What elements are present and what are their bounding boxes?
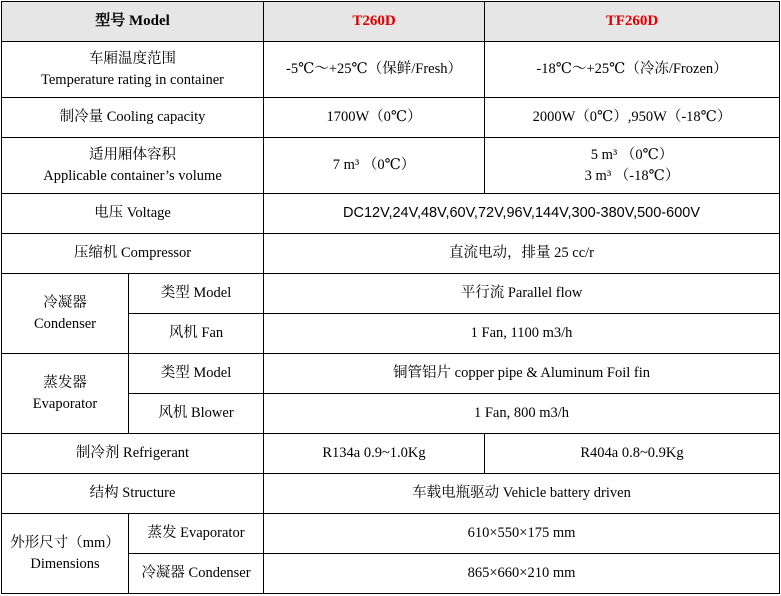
model-header-label: 型号 Model <box>2 2 264 42</box>
condenser-label-en: Condenser <box>33 315 96 332</box>
condenser-fan-value: 1 Fan, 1100 m3/h <box>264 314 780 354</box>
evaporator-label <box>2 354 129 434</box>
dimensions-label <box>2 514 129 594</box>
model-t260d: T260D <box>264 2 485 42</box>
spec-table <box>1 1 780 594</box>
evaporator-blower-label: 风机 Blower <box>129 394 264 434</box>
volume-tf260d-line2: 3 m³ （-18℃） <box>584 167 680 184</box>
evaporator-blower-value: 1 Fan, 800 m3/h <box>264 394 780 434</box>
dimensions-condenser-label: 冷凝器 Condenser <box>129 554 264 594</box>
temperature-label-cn: 车厢温度范围 <box>89 50 176 67</box>
structure-row <box>2 474 780 514</box>
volume-label-cn: 适用厢体容积 <box>89 146 176 163</box>
voltage-row <box>2 194 780 234</box>
volume-tf260d-line1: 5 m³ （0℃） <box>590 146 674 163</box>
temperature-t260d: -5℃～+25℃（保鲜/Fresh） <box>264 42 485 98</box>
condenser-fan-label: 风机 Fan <box>129 314 264 354</box>
temperature-label-en: Temperature rating in container <box>41 71 224 88</box>
structure-label: 结构 Structure <box>2 474 264 514</box>
dimensions-evaporator-row <box>2 514 780 554</box>
temperature-row <box>2 42 780 98</box>
volume-row <box>2 138 780 194</box>
condenser-type-row <box>2 274 780 314</box>
dimensions-label-cn: 外形尺寸（mm） <box>10 534 120 551</box>
cooling-label: 制冷量 Cooling capacity <box>2 98 264 138</box>
dimensions-evaporator-value: 610×550×175 mm <box>264 514 780 554</box>
cooling-row <box>2 98 780 138</box>
refrigerant-tf260d: R404a 0.8~0.9Kg <box>485 434 780 474</box>
cooling-tf260d: 2000W（0℃）,950W（-18℃） <box>485 98 780 138</box>
volume-tf260d <box>485 138 780 194</box>
condenser-label-cn: 冷凝器 <box>43 294 87 311</box>
refrigerant-label: 制冷剂 Refrigerant <box>2 434 264 474</box>
compressor-row <box>2 234 780 274</box>
condenser-type-label: 类型 Model <box>129 274 264 314</box>
volume-label <box>2 138 264 194</box>
model-tf260d: TF260D <box>485 2 780 42</box>
temperature-tf260d: -18℃～+25℃（冷冻/Frozen） <box>485 42 780 98</box>
evaporator-type-value: 铜管铝片 copper pipe & Aluminum Foil fin <box>264 354 780 394</box>
condenser-label <box>2 274 129 354</box>
evaporator-type-label: 类型 Model <box>129 354 264 394</box>
evaporator-label-cn: 蒸发器 <box>43 374 87 391</box>
voltage-label: 电压 Voltage <box>2 194 264 234</box>
compressor-value: 直流电动，排量 25 cc/r <box>264 234 780 274</box>
compressor-label: 压缩机 Compressor <box>2 234 264 274</box>
volume-label-en: Applicable container’s volume <box>43 167 222 184</box>
refrigerant-row <box>2 434 780 474</box>
condenser-type-value: 平行流 Parallel flow <box>264 274 780 314</box>
structure-value: 车载电瓶驱动 Vehicle battery driven <box>264 474 780 514</box>
header-row <box>2 2 780 42</box>
dimensions-label-en: Dimensions <box>30 555 100 572</box>
refrigerant-t260d: R134a 0.9~1.0Kg <box>264 434 485 474</box>
dimensions-evaporator-label: 蒸发 Evaporator <box>129 514 264 554</box>
evaporator-type-row <box>2 354 780 394</box>
dimensions-condenser-value: 865×660×210 mm <box>264 554 780 594</box>
volume-t260d: 7 m³ （0℃） <box>264 138 485 194</box>
cooling-t260d: 1700W（0℃） <box>264 98 485 138</box>
temperature-label <box>2 42 264 98</box>
evaporator-label-en: Evaporator <box>32 395 98 412</box>
voltage-value: DC12V,24V,48V,60V,72V,96V,144V,300-380V,500-600V <box>264 194 780 234</box>
